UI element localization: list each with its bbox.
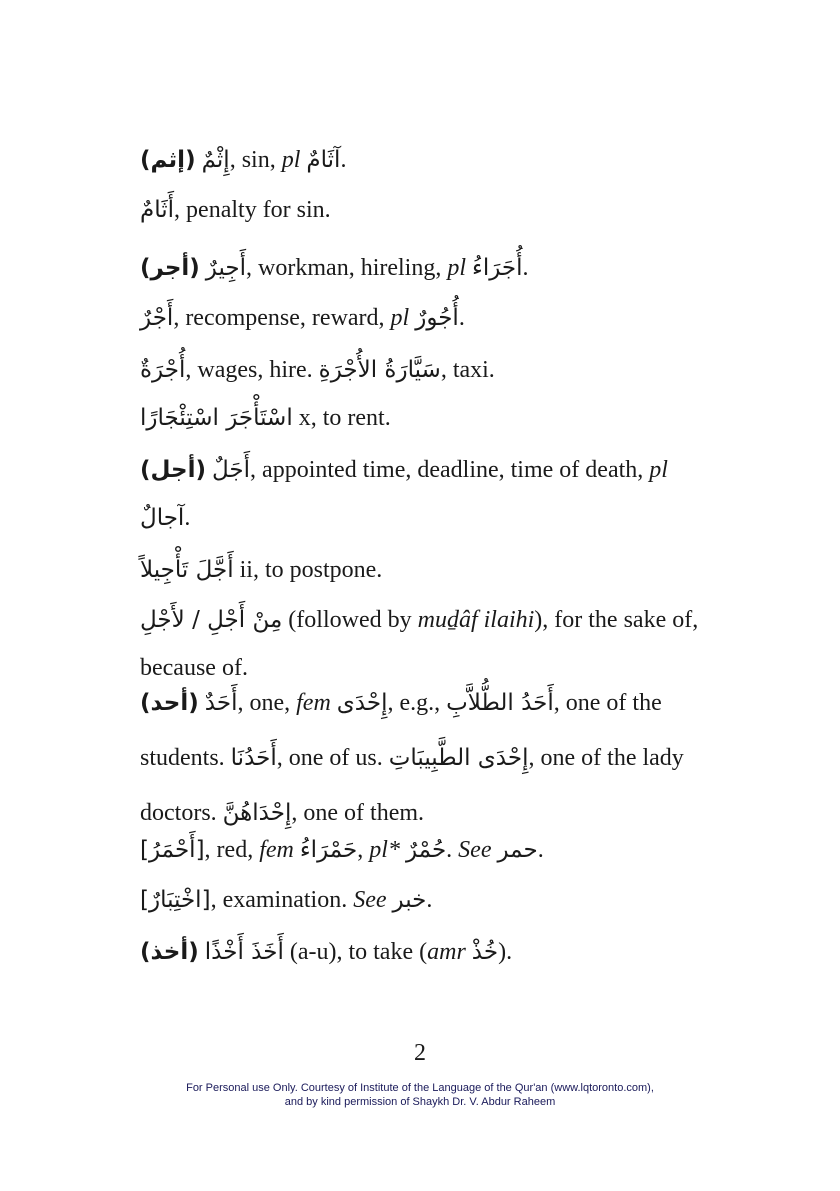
gloss: , taxi. — [440, 357, 495, 383]
entry-akhadha — [140, 928, 710, 976]
entry-ajjala — [140, 546, 710, 594]
plural-form: آجالٌ — [140, 505, 185, 531]
entry-athaam — [140, 186, 710, 234]
term: muḏâf ilaihi — [417, 607, 535, 633]
gloss: , workman, hireling, — [246, 255, 448, 281]
headword: أَثَامٌ — [140, 197, 175, 223]
footer-line-2: and by kind permission of Shaykh Dr. V. Abdur Raheem — [284, 1096, 556, 1108]
example: إِحْدَى الطَّبِيبَاتِ — [388, 745, 529, 771]
punct: . — [537, 837, 544, 863]
footer — [0, 1081, 840, 1109]
see-root: خبر — [392, 887, 427, 913]
gloss: , one of us. — [276, 745, 389, 771]
gloss: , one, — [237, 690, 297, 716]
root-word: (أحد) — [140, 690, 199, 716]
gloss: , sin, — [229, 147, 282, 173]
entry-ahad — [140, 676, 710, 841]
gloss: x, to rent. — [292, 405, 391, 431]
punct: . — [340, 147, 347, 173]
gloss: , one of the lady doctors. — [140, 745, 684, 826]
gloss: (followed by — [282, 607, 418, 633]
gloss: , appointed time, deadline, time of death, — [250, 457, 650, 483]
headword: أَحَدٌ — [204, 690, 238, 716]
root-word: (إثم) — [140, 147, 196, 173]
headword: [أَحْمَرُ] — [140, 837, 205, 863]
gloss: , penalty for sin. — [174, 197, 331, 223]
entry-istajara — [140, 394, 710, 442]
gloss: , wages, hire. — [185, 357, 319, 383]
gloss: , one of them. — [291, 800, 425, 826]
footer-line-1: For Personal use Only. Courtesy of Institute of the Language of the Qur'an (www.lqtoronto.com), — [186, 1082, 654, 1094]
headword: إِثْمٌ — [201, 147, 230, 173]
gloss: , examination. — [210, 887, 354, 913]
headword: أَجَلٌ — [212, 457, 251, 483]
punct: . — [426, 887, 433, 913]
headword: أَخَذَ أَخْذًا — [204, 939, 284, 965]
entry-ajal — [140, 446, 710, 542]
see-label: See — [353, 887, 387, 913]
gloss: , red, — [204, 837, 260, 863]
plural-label: pl — [390, 305, 410, 331]
entry-ajr — [140, 294, 710, 342]
plural-label: pl — [281, 147, 301, 173]
phrase: سَيَّارَةُ الأُجْرَةِ — [318, 357, 441, 383]
punct: . — [458, 305, 465, 331]
see-root: حمر — [497, 837, 538, 863]
headword: أُجْرَةٌ — [140, 357, 186, 383]
fem-form: حَمْرَاءُ — [299, 837, 358, 863]
gloss: ), for the sake of, because of. — [140, 607, 699, 681]
punct: . — [522, 255, 529, 281]
example: إِحْدَاهُنَّ — [222, 800, 292, 826]
root-word: (أجر) — [140, 255, 200, 281]
gloss: (a-u), to take ( — [283, 939, 428, 965]
entry-ithm — [140, 136, 710, 184]
entry-ikhtibar — [140, 876, 710, 924]
root-word: (أجل) — [140, 457, 207, 483]
see-label: See — [458, 837, 492, 863]
plural-form: آثَامٌ — [306, 147, 341, 173]
headword: أَجْرٌ — [140, 305, 174, 331]
headword: أَجِيرٌ — [205, 255, 247, 281]
fem-form: إِحْدَى — [336, 690, 388, 716]
plural-label: pl — [447, 255, 467, 281]
plural-label: pl — [649, 457, 668, 483]
amr-label: amr — [427, 939, 466, 965]
headword: اسْتَأْجَرَ اسْتِئْجَارًا — [140, 405, 293, 431]
amr-form: خُذْ — [471, 939, 499, 965]
gloss: , e.g., — [387, 690, 447, 716]
page-number: 2 — [414, 1040, 426, 1066]
gloss: , one of the students. — [140, 690, 662, 771]
gloss: , recompense, reward, — [173, 305, 391, 331]
fem-label: fem — [296, 690, 331, 716]
headword: مِنْ أَجْلِ / لأَجْلِ — [140, 607, 283, 633]
punct: ). — [498, 939, 513, 965]
fem-label: fem — [259, 837, 294, 863]
plural-form: أُجُورٌ — [415, 305, 459, 331]
gloss: , — [357, 837, 370, 863]
headword: [اخْتِبَارٌ] — [140, 887, 211, 913]
root-word: (أخذ) — [140, 939, 199, 965]
punct: . — [184, 505, 191, 531]
entry-ahmar: [أَحْمَرُ], red, fem حَمْرَاءُ, pl* حُمْرٌ. See حمر. — [140, 837, 544, 863]
plural-form: أُجَرَاءُ — [472, 255, 523, 281]
plural-form: حُمْرٌ — [405, 837, 447, 863]
plural-label: pl* — [369, 837, 400, 863]
headword: أَجَّلَ تَأْجِيلاً — [140, 557, 234, 583]
example: أَحَدُ الطُّلاَّبِ — [446, 690, 554, 716]
example: أَحَدُنَا — [230, 745, 277, 771]
entry-ajir — [140, 244, 710, 292]
gloss: ii, to postpone. — [233, 557, 383, 583]
entry-ujra — [140, 346, 710, 394]
